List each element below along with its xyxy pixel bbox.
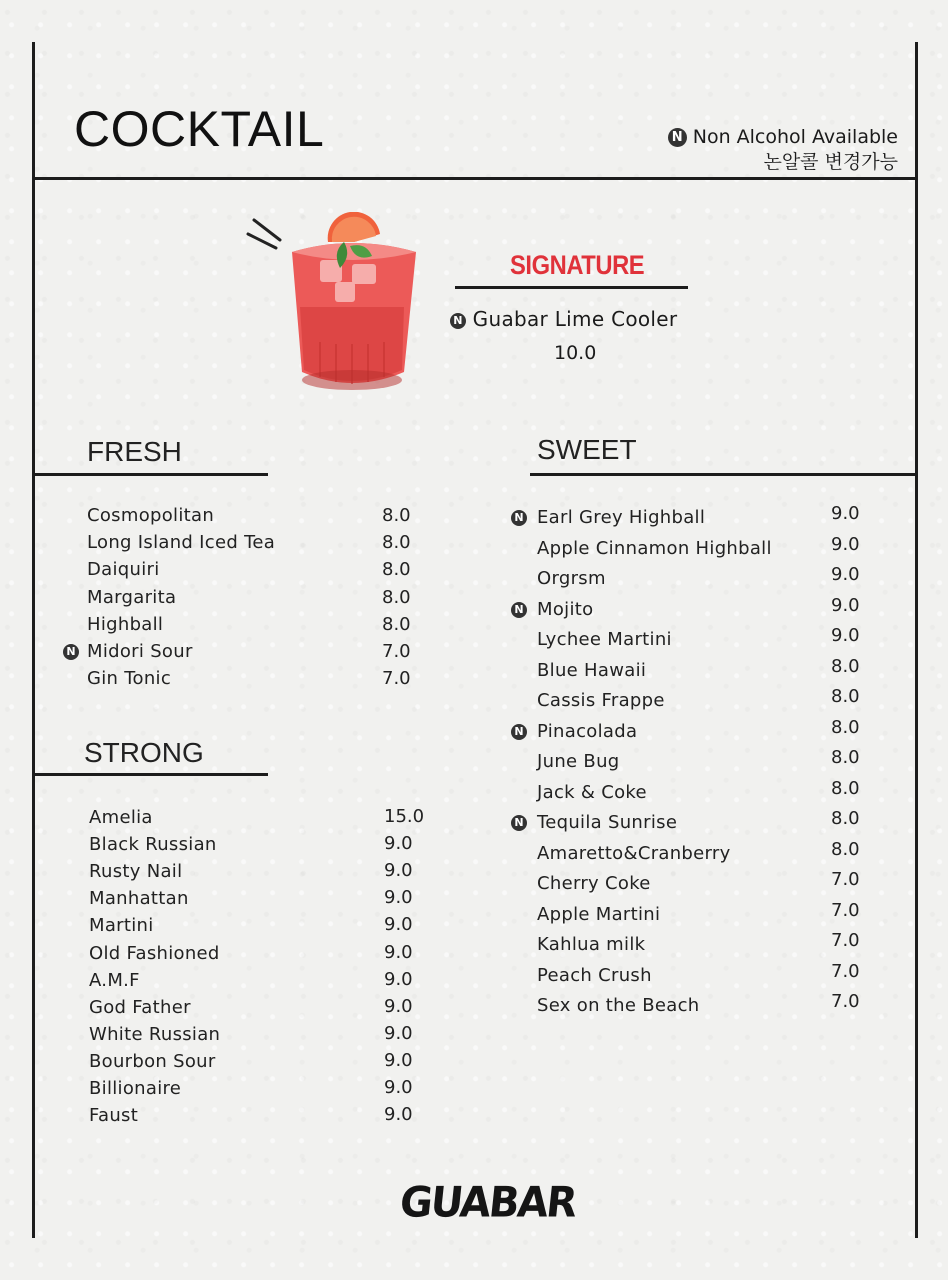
menu-item-price: 8.0 [831, 655, 860, 677]
menu-item-name: Highball [87, 613, 164, 635]
menu-item-name: Amelia [89, 807, 153, 828]
menu-item-name: Kahlua milk [537, 934, 646, 955]
menu-item-name: June Bug [537, 751, 620, 772]
menu-item-price: 8.0 [831, 686, 860, 707]
menu-item-price: 9.0 [384, 968, 413, 990]
menu-item-name: Pinacolada [537, 720, 638, 742]
menu-item-price: 8.0 [382, 532, 411, 554]
menu-item-name: Bourbon Sour [89, 1050, 216, 1072]
menu-item-price: 7.0 [382, 641, 411, 662]
menu-item-price: 8.0 [382, 586, 411, 608]
signature-heading: SIGNATURE [510, 250, 645, 280]
menu-item-price: 8.0 [831, 808, 860, 829]
non-alcohol-note [668, 128, 898, 147]
page-title: COCKTAIL [74, 101, 325, 157]
non-alcohol-note-ko: 논알콜 변경가능 [763, 151, 898, 173]
strong-heading: STRONG [84, 737, 204, 768]
menu-item-name: God Father [89, 996, 191, 1018]
fresh-heading: FRESH [87, 436, 182, 467]
menu-item-name: Peach Crush [537, 964, 652, 986]
menu-item-price: 9.0 [384, 1104, 413, 1126]
motion-lines-icon [248, 220, 280, 248]
fresh-divider [32, 473, 268, 476]
menu-item-name: Apple Martini [537, 903, 661, 925]
menu-item-name: Sex on the Beach [537, 995, 700, 1016]
menu-item-name: Midori Sour [87, 641, 193, 662]
menu-item-price: 8.0 [831, 716, 860, 738]
menu-item-price: 9.0 [384, 1022, 413, 1044]
menu-item-price: 9.0 [384, 833, 413, 855]
menu-item-price: 7.0 [831, 960, 860, 982]
menu-item-name: Cherry Coke [537, 873, 651, 894]
right-border [915, 42, 918, 1238]
menu-item-name: Orgrsm [537, 568, 606, 589]
menu-item-price: 7.0 [831, 899, 860, 921]
signature-divider [455, 286, 688, 289]
n-badge-icon: N [63, 644, 79, 660]
menu-item-price: 7.0 [831, 991, 860, 1012]
menu-item-name: Martini [89, 915, 154, 937]
menu-item-price: 8.0 [382, 559, 411, 581]
menu-item-price: 7.0 [382, 668, 411, 690]
left-border [32, 42, 35, 1238]
menu-item-name: Apple Cinnamon Highball [537, 537, 772, 559]
menu-item-price: 8.0 [382, 505, 411, 526]
menu-item-name: A.M.F [89, 969, 140, 991]
menu-item-name: Billionaire [89, 1078, 182, 1099]
menu-item-price: 9.0 [384, 995, 413, 1017]
menu-item-name: Long Island Iced Tea [87, 532, 276, 554]
menu-item-name: Earl Grey Highball [537, 507, 706, 528]
menu-item-name: Gin Tonic [87, 668, 172, 690]
menu-item-name: Amaretto&Cranberry [537, 842, 731, 864]
menu-item-price: 9.0 [384, 860, 413, 882]
menu-item-price: 9.0 [384, 1049, 413, 1071]
menu-item-price: 7.0 [831, 869, 860, 890]
menu-item-name: Manhattan [89, 888, 189, 910]
menu-item-name: Blue Hawaii [537, 659, 647, 681]
menu-item-price: 8.0 [382, 613, 411, 635]
menu-item-price: 9.0 [831, 564, 860, 585]
menu-item-name: Tequila Sunrise [537, 812, 678, 833]
guabar-logo: GUABAR [397, 1178, 578, 1228]
menu-item-name: Daiquiri [87, 559, 160, 581]
menu-item-name: White Russian [89, 1023, 221, 1045]
menu-item-name: Mojito [537, 598, 594, 620]
n-badge-icon: N [511, 815, 527, 831]
sweet-heading: SWEET [537, 434, 637, 465]
menu-item-price: 8.0 [831, 747, 860, 768]
menu-item-name: Old Fashioned [89, 942, 220, 964]
menu-item-price: 9.0 [831, 503, 860, 524]
menu-item-price: 9.0 [831, 594, 860, 616]
menu-item-name: Jack & Coke [537, 781, 647, 803]
menu-item-price: 9.0 [384, 941, 413, 963]
menu-item-price: 9.0 [384, 1077, 413, 1098]
cocktail-glass-illustration [240, 212, 430, 397]
menu-item-price: 8.0 [831, 777, 860, 799]
non-alcohol-note-en: Non Alcohol Available [692, 126, 898, 148]
menu-item-price: 8.0 [831, 838, 860, 860]
menu-item-price: 9.0 [831, 625, 860, 646]
header-divider [32, 177, 916, 180]
signature-item [450, 309, 677, 329]
menu-item-price: 9.0 [384, 914, 413, 936]
signature-item-name: Guabar Lime Cooler [472, 307, 678, 331]
menu-item-name: Lychee Martini [537, 629, 672, 650]
n-badge-icon: N [511, 602, 527, 618]
menu-item-name: Cassis Frappe [537, 690, 665, 711]
signature-item-price: 10.0 [554, 342, 597, 364]
menu-item-name: Rusty Nail [89, 861, 183, 883]
menu-item-name: Cosmopolitan [87, 505, 215, 526]
n-badge-icon: N [450, 313, 466, 329]
strong-divider [32, 773, 268, 776]
menu-item-price: 9.0 [384, 887, 413, 909]
n-badge-icon: N [511, 510, 527, 526]
menu-item-name: Margarita [87, 586, 177, 608]
menu-item-name: Black Russian [89, 834, 217, 856]
n-badge-icon: N [511, 724, 527, 740]
n-badge-icon: N [668, 128, 687, 147]
menu-item-name: Faust [89, 1105, 139, 1127]
menu-item-price: 7.0 [831, 930, 860, 951]
sweet-divider [530, 473, 917, 476]
menu-item-price: 9.0 [831, 533, 860, 555]
menu-item-price: 15.0 [384, 806, 425, 827]
